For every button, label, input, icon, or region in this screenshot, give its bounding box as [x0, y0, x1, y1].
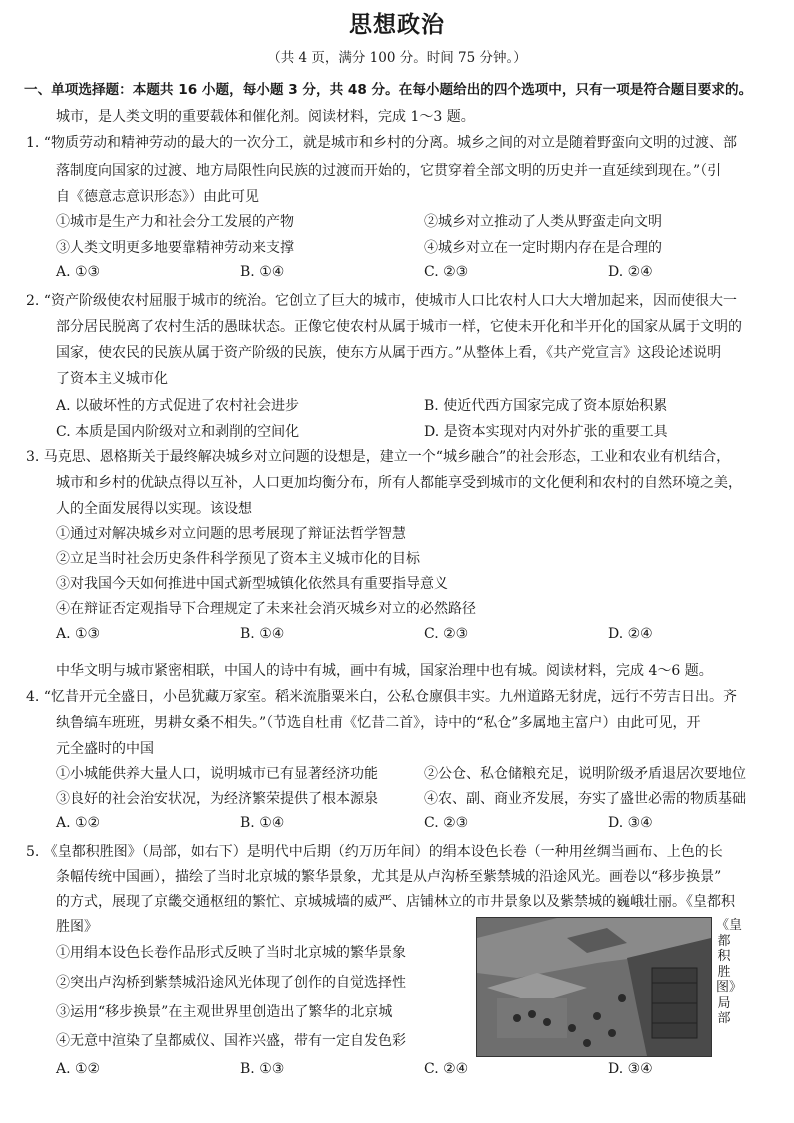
painting-illustration [477, 918, 711, 1056]
question-4-line: 纨鲁缟车班班，男耕女桑不相失。”（节选自杜甫《忆昔二首》，诗中的“私仓”多属地主富户）由此可见，开 [56, 715, 701, 731]
answer-option-b[interactable]: B. ①④ [240, 626, 285, 642]
question-1-line: 自《德意志意识形态》）由此可见 [56, 189, 259, 205]
statement-item: ②立足当时社会历史条件科学预见了资本主义城市化的目标 [56, 551, 420, 567]
page-title: 思想政治 [349, 12, 445, 38]
answer-option-b[interactable]: B. ①④ [240, 815, 285, 831]
statement-item: ④城乡对立在一定时期内存在是合理的 [424, 240, 662, 256]
question-3-line: 3. 马克思、恩格斯关于最终解决城乡对立问题的设想是，建立一个“城乡融合”的社会形态，工业和农业有机结合， [26, 449, 731, 465]
statement-item: ②城乡对立推动了人类从野蛮走向文明 [424, 214, 662, 230]
answer-option-c[interactable]: C. ②③ [424, 626, 469, 642]
answer-option-c[interactable]: C. ②④ [424, 1061, 469, 1077]
statement-item: ③运用“移步换景”在主观世界里创造出了繁华的北京城 [56, 1004, 393, 1020]
answer-option-c[interactable]: C. ②③ [424, 264, 469, 280]
answer-option-c[interactable]: C. 本质是国内阶级对立和剥削的空间化 [56, 424, 300, 440]
material-intro-1: 城市，是人类文明的重要载体和催化剂。阅读材料，完成 1～3 题。 [56, 109, 475, 125]
answer-option-a[interactable]: A. ①② [56, 815, 101, 831]
answer-option-a[interactable]: A. ①③ [56, 626, 101, 642]
question-3-line: 人的全面发展得以实现。该设想 [56, 501, 252, 517]
question-5-line: 的方式，展现了京畿交通枢纽的繁忙、京城城墙的威严、店铺林立的市井景象以及紫禁城的巍峨壮丽。《皇都积 [56, 894, 735, 910]
answer-option-d[interactable]: D. ②④ [608, 626, 653, 642]
answer-option-b[interactable]: B. ①④ [240, 264, 285, 280]
question-1-line: 1. “物质劳动和精神劳动的最大的一次分工，就是城市和乡村的分离。城乡之间的对立是随着野蛮向文明的过渡、部 [26, 135, 737, 151]
statement-item: ①小城能供养大量人口，说明城市已有显著经济功能 [56, 766, 378, 782]
answer-option-d[interactable]: D. ②④ [608, 264, 653, 280]
painting-image [476, 917, 712, 1057]
painting-caption: 《皇都积胜图》局部 [716, 918, 743, 1026]
answer-option-d[interactable]: D. 是资本实现对内对外扩张的重要工具 [424, 424, 668, 440]
answer-option-a[interactable]: A. 以破坏性的方式促进了农村社会进步 [56, 398, 300, 414]
question-4-line: 元全盛时的中国 [56, 741, 154, 757]
question-2-line: 部分居民脱离了农村生活的愚昧状态。正像它使农村从属于城市一样，它使未开化和半开化的国家从属于文明的 [56, 319, 742, 335]
answer-option-b[interactable]: B. ①③ [240, 1061, 285, 1077]
statement-item: ②公仓、私仓储粮充足，说明阶级矛盾退居次要地位 [424, 766, 746, 782]
question-2-line: 了资本主义城市化 [56, 371, 168, 387]
statement-item: ③人类文明更多地要靠精神劳动来支撑 [56, 240, 294, 256]
answer-option-d[interactable]: D. ③④ [608, 1061, 653, 1077]
answer-option-c[interactable]: C. ②③ [424, 815, 469, 831]
question-5-line: 胜图》 [56, 919, 98, 935]
answer-option-d[interactable]: D. ③④ [608, 815, 653, 831]
question-2-line: 国家，使农民的民族从属于资产阶级的民族，使东方从属于西方。”从整体上看，《共产党宣言》这段论述说明 [56, 345, 722, 361]
question-3-line: 城市和乡村的优缺点得以互补，人口更加均衡分布，所有人都能享受到城市的文化便利和农村的自然环境之美， [56, 475, 742, 491]
statement-item: ④农、副、商业齐发展，夯实了盛世必需的物质基础 [424, 791, 746, 807]
answer-option-b[interactable]: B. 使近代西方国家完成了资本原始积累 [424, 398, 668, 414]
statement-item: ④无意中渲染了皇都威仪、国祚兴盛，带有一定自发色彩 [56, 1033, 406, 1049]
exam-info: （共 4 页，满分 100 分。时间 75 分钟。） [267, 50, 527, 66]
answer-option-a[interactable]: A. ①② [56, 1061, 101, 1077]
question-2-line: 2. “资产阶级使农村屈服于城市的统治。它创立了巨大的城市，使城市人口比农村人口大大增加起来，因而使很大一 [26, 293, 737, 309]
question-1-line: 落制度向国家的过渡、地方局限性向民族的过渡而开始的，它贯穿着全部文明的历史并一直延续到现在。”（引 [56, 163, 722, 179]
statement-item: ②突出卢沟桥到紫禁城沿途风光体现了创作的自觉选择性 [56, 975, 406, 991]
answer-option-a[interactable]: A. ①③ [56, 264, 101, 280]
question-5-line: 条幅传统中国画），描绘了当时北京城的繁华景象，尤其是从卢沟桥至紫禁城的沿途风光。画卷以“移步换景” [56, 869, 722, 885]
question-4-line: 4. “忆昔开元全盛日，小邑犹藏万家室。稻米流脂粟米白，公私仓廪俱丰实。九州道路无豺虎，远行不劳吉日出。齐 [26, 689, 737, 705]
statement-item: ③良好的社会治安状况，为经济繁荣提供了根本源泉 [56, 791, 378, 807]
question-5-line: 5. 《皇都积胜图》（局部，如右下）是明代中后期（约万历年间）的绢本设色长卷（一种用丝绸当画布、上色的长 [26, 844, 723, 860]
statement-item: ①通过对解决城乡对立问题的思考展现了辩证法哲学智慧 [56, 526, 406, 542]
statement-item: ①城市是生产力和社会分工发展的产物 [56, 214, 294, 230]
material-intro-2: 中华文明与城市紧密相联，中国人的诗中有城，画中有城，国家治理中也有城。阅读材料，完成 4～6 题。 [56, 663, 713, 679]
statement-item: ④在辩证否定观指导下合理规定了未来社会消灭城乡对立的必然路径 [56, 601, 476, 617]
statement-item: ①用绢本设色长卷作品形式反映了当时北京城的繁华景象 [56, 945, 406, 961]
section-heading: 一、单项选择题：本题共 16 小题，每小题 3 分，共 48 分。在每小题给出的四个选项中，只有一项是符合题目要求的。 [24, 82, 753, 98]
statement-item: ③对我国今天如何推进中国式新型城镇化依然具有重要指导意义 [56, 576, 448, 592]
